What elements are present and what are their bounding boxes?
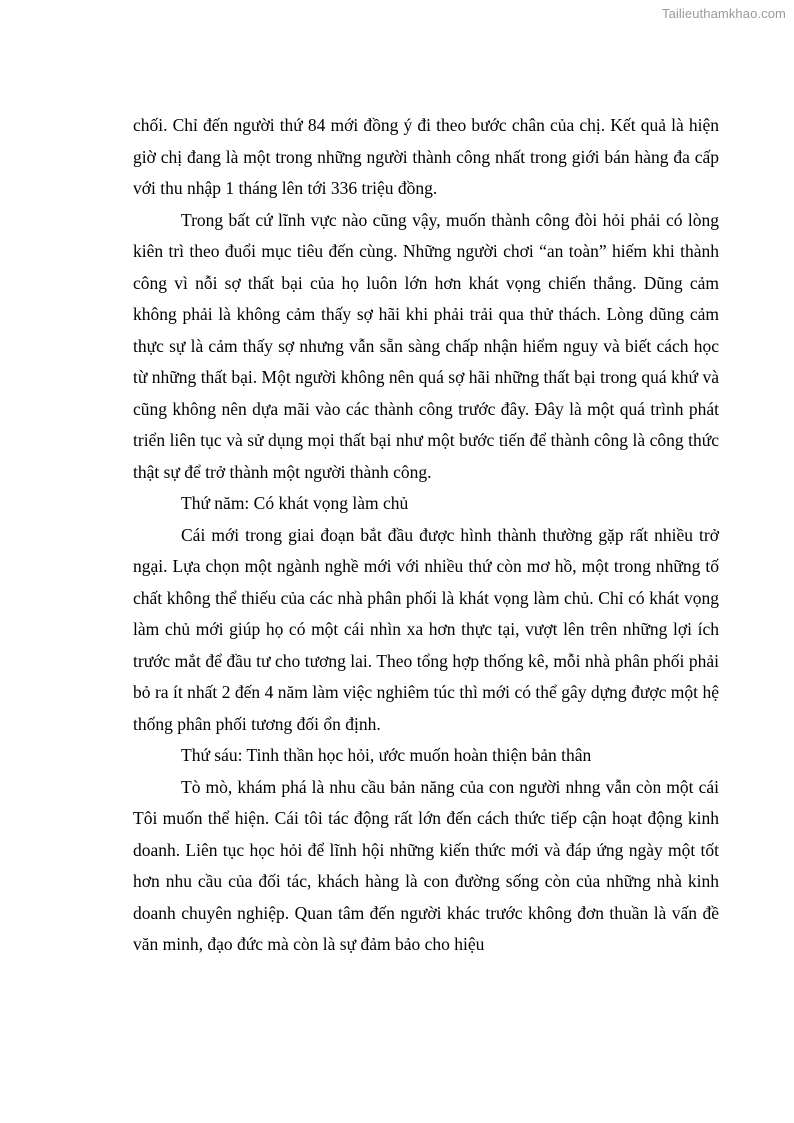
watermark-text: Tailieuthamkhao.com (661, 6, 786, 21)
paragraph-perseverance: Trong bất cứ lĩnh vực nào cũng vậy, muốn thành công đòi hỏi phải có lòng kiên trì theo đuổi mục tiêu đến cùng. Những người chơi “an toàn” hiếm khi thành công vì nỗi sợ thất bại của họ luôn lớn hơn khát vọng chiến thắng. Dũng cảm không phải là không cảm thấy sợ hãi khi phải trải qua thử thách. Lòng dũng cảm thực sự là cảm thấy sợ nhưng vẫn sẵn sàng chấp nhận hiểm nguy và biết cách học từ những thất bại. Một người không nên quá sợ hãi những thất bại trong quá khứ và cũng không nên dựa mãi vào các thành công trước đây. Đây là một quá trình phát triển liên tục và sử dụng mọi thất bại như một bước tiến để thành công là công thức thật sự để trở thành một người thành công. (133, 209, 719, 482)
paragraph-continuation: chối. Chỉ đến người thứ 84 mới đồng ý đi theo bước chân của chị. Kết quả là hiện giờ chị đang là một trong những người thành công nhất trong giới bán hàng đa cấp với thu nhập 1 tháng lên tới 336 triệu đồng. (133, 115, 719, 198)
paragraph-ownership: Cái mới trong giai đoạn bắt đầu được hình thành thường gặp rất nhiều trở ngại. Lựa chọn một ngành nghề mới với nhiều thứ còn mơ hồ, một trong những tố chất không thể thiếu của các nhà phân phối là khát vọng làm chủ. Chỉ có khát vọng làm chủ mới giúp họ có một cái nhìn xa hơn thực tại, vượt lên trên những lợi ích trước mắt để đầu tư cho tương lai. Theo tổng hợp thống kê, mỗi nhà phân phối phải bỏ ra ít nhất 2 đến 4 năm làm việc nghiêm túc thì mới có thể gây dựng được một hệ thống phân phối tương đối ổn định. (133, 524, 719, 734)
section-heading-sixth: Thứ sáu: Tinh thần học hỏi, ước muốn hoàn thiện bản thân (181, 745, 592, 765)
document-body (133, 110, 719, 961)
paragraph-learning: Tò mò, khám phá là nhu cầu bản năng của con người nhng vẫn còn một cái Tôi muốn thể hiện. Cái tôi tác động rất lớn đến cách thức tiếp cận hoạt động kinh doanh. Liên tục học hỏi để lĩnh hội những kiến thức mới và đáp ứng ngày một tốt hơn nhu cầu của đối tác, khách hàng là con đường sống còn của những nhà kinh doanh chuyên nghiệp. Quan tâm đến người khác trước không đơn thuần là vấn đề văn minh, đạo đức mà còn là sự đảm bảo cho hiệu (133, 776, 719, 954)
section-heading-fifth: Thứ năm: Có khát vọng làm chủ (181, 493, 409, 513)
